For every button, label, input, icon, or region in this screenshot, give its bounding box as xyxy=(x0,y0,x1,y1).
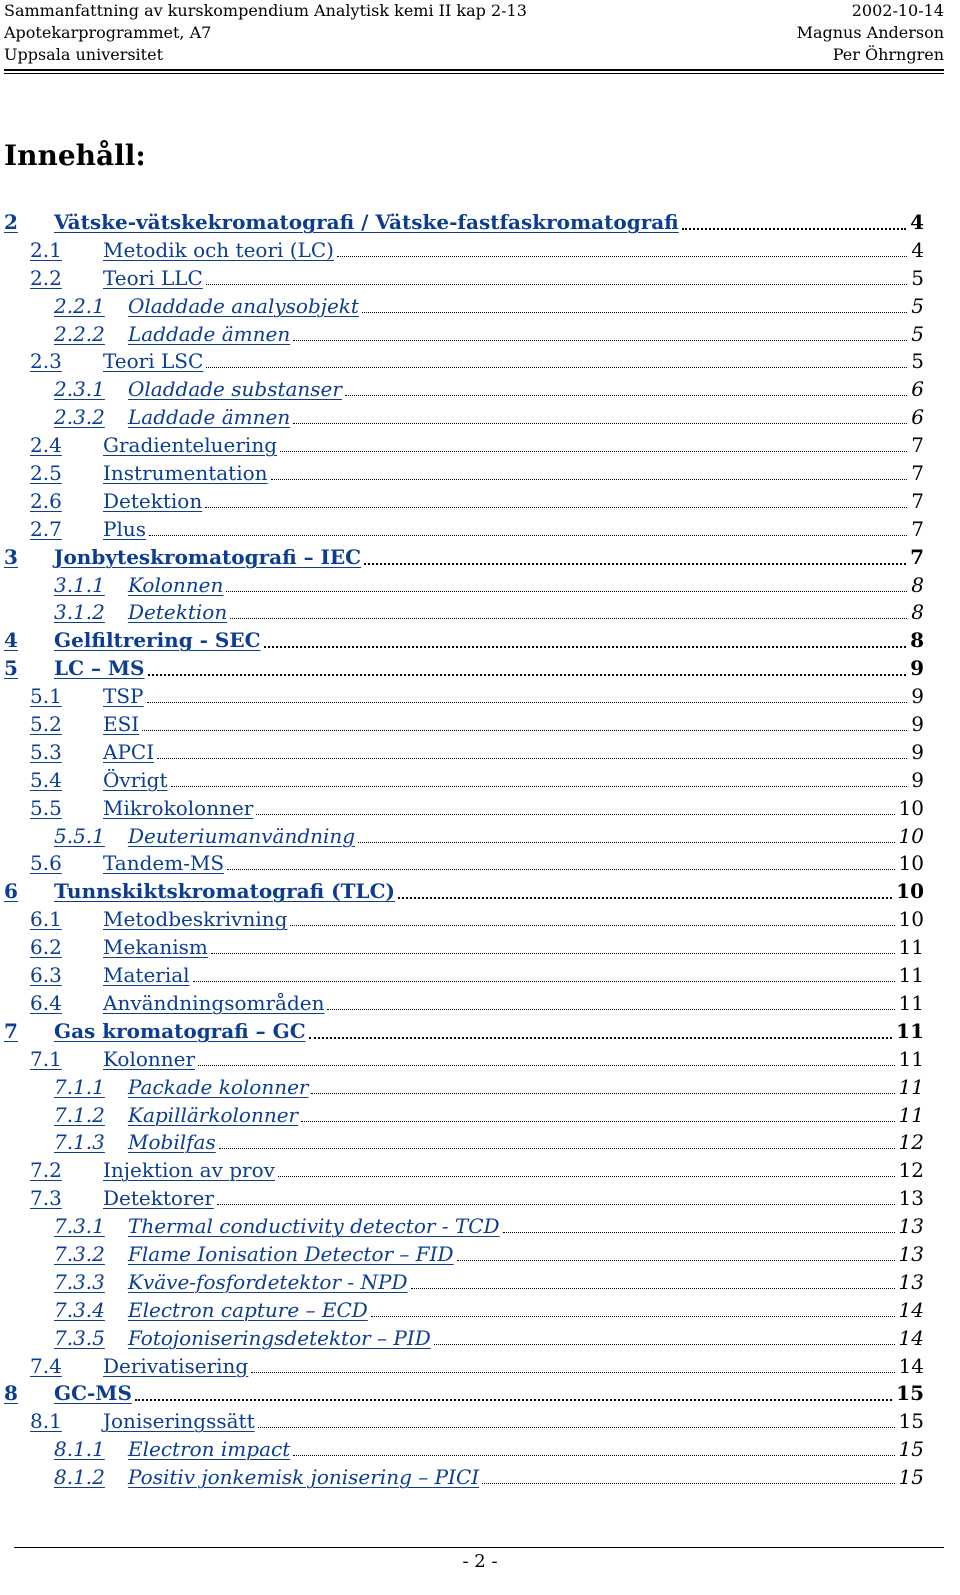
toc-entry-label[interactable]: Kolonner xyxy=(103,1046,196,1071)
toc-entry-label[interactable]: Kolonnen xyxy=(128,572,224,597)
toc-dot-leader xyxy=(482,1483,895,1484)
toc-entry[interactable] xyxy=(0,460,960,488)
toc-dot-leader xyxy=(148,674,906,676)
toc-entry-number[interactable]: 2.2.1 xyxy=(54,293,105,318)
toc-entry[interactable] xyxy=(0,544,960,572)
toc-dot-leader xyxy=(264,646,906,648)
toc-entry-page[interactable]: 11 xyxy=(897,1102,924,1130)
toc-entry-number[interactable]: 6.3 xyxy=(30,963,62,988)
toc-entry-number[interactable]: 2.6 xyxy=(30,488,62,513)
header-course-title: Sammanfattning av kurskompendium Analytisk kemi II kap 2-13 xyxy=(4,1,527,20)
toc-entry-number[interactable]: 2.4 xyxy=(30,433,62,458)
toc-entry-page[interactable]: 13 xyxy=(897,1185,924,1213)
toc-entry-page[interactable]: 8 xyxy=(909,599,924,627)
toc-entry-label[interactable]: Övrigt xyxy=(103,767,168,792)
toc-entry-label[interactable]: Kapillärkolonner xyxy=(128,1102,299,1127)
toc-entry-number[interactable]: 5.1 xyxy=(30,684,62,709)
toc-entry-page[interactable]: 10 xyxy=(897,906,924,934)
toc-entry-number[interactable]: 7.3.1 xyxy=(54,1214,105,1239)
toc-entry-number[interactable]: 7.1.1 xyxy=(54,1074,105,1099)
toc-dot-leader xyxy=(293,340,907,341)
toc-entry[interactable] xyxy=(0,321,960,349)
toc-dot-leader xyxy=(301,1121,895,1122)
toc-entry-page[interactable]: 9 xyxy=(909,711,924,739)
toc-entry-page[interactable]: 7 xyxy=(909,460,924,488)
toc-entry-page[interactable]: 10 xyxy=(897,795,924,823)
toc-entry[interactable] xyxy=(0,572,960,600)
toc-dot-leader xyxy=(271,479,907,480)
toc-entry-page[interactable]: 5 xyxy=(909,265,924,293)
toc-entry[interactable] xyxy=(0,655,960,683)
toc-entry[interactable] xyxy=(0,432,960,460)
toc-entry[interactable] xyxy=(0,516,960,544)
toc-entry-label[interactable]: Injektion av prov xyxy=(103,1158,275,1183)
header-line-3 xyxy=(4,44,944,66)
toc-entry-number[interactable]: 2.2 xyxy=(30,265,62,290)
toc-dot-leader xyxy=(345,395,907,396)
toc-dot-leader xyxy=(293,423,907,424)
toc-entry[interactable] xyxy=(0,1353,960,1381)
toc-entry[interactable] xyxy=(0,1185,960,1213)
toc-entry-page[interactable]: 11 xyxy=(897,934,924,962)
toc-dot-leader xyxy=(171,786,907,787)
toc-dot-leader xyxy=(358,842,895,843)
toc-entry-number[interactable]: 8 xyxy=(4,1381,18,1406)
toc-entry-page[interactable]: 9 xyxy=(909,767,924,795)
toc-dot-leader xyxy=(149,535,907,536)
toc-dot-leader xyxy=(227,869,895,870)
toc-entry-page[interactable]: 12 xyxy=(897,1157,924,1185)
toc-entry-number[interactable]: 2.3 xyxy=(30,349,62,374)
toc-entry[interactable] xyxy=(0,711,960,739)
toc-entry-number[interactable]: 5.4 xyxy=(30,767,62,792)
toc-dot-leader xyxy=(327,1009,895,1010)
toc-entry-label[interactable]: Mekanism xyxy=(103,935,208,960)
toc-dot-leader xyxy=(411,1288,895,1289)
toc-entry-label[interactable]: ESI xyxy=(103,712,140,737)
toc-entry-number[interactable]: 6 xyxy=(4,879,18,904)
toc-entry-number[interactable]: 5.2 xyxy=(30,712,62,737)
toc-entry-page[interactable]: 12 xyxy=(897,1129,924,1157)
toc-entry-page[interactable]: 8 xyxy=(909,572,924,600)
toc-entry[interactable] xyxy=(0,599,960,627)
toc-entry-page[interactable]: 7 xyxy=(909,488,924,516)
toc-entry-label[interactable]: GC-MS xyxy=(54,1381,132,1406)
toc-entry-page[interactable]: 14 xyxy=(897,1353,924,1381)
table-of-contents xyxy=(0,209,960,1492)
toc-dot-leader xyxy=(682,228,906,230)
toc-entry-label[interactable]: Teori LLC xyxy=(103,265,203,290)
toc-entry[interactable] xyxy=(0,1408,960,1436)
toc-entry-number[interactable]: 6.4 xyxy=(30,990,62,1015)
toc-dot-leader xyxy=(193,981,895,982)
toc-dot-leader xyxy=(434,1344,895,1345)
toc-entry-page[interactable]: 7 xyxy=(908,544,924,572)
toc-entry-label[interactable]: Instrumentation xyxy=(103,461,268,486)
toc-entry[interactable] xyxy=(0,237,960,265)
toc-entry-label[interactable]: Tunnskiktskromatografi (TLC) xyxy=(54,879,395,904)
toc-entry-label[interactable]: Vätske-vätskekromatografi / Vätske-fastfaskromatografi xyxy=(54,210,679,234)
toc-entry[interactable] xyxy=(0,404,960,432)
toc-entry-page[interactable]: 9 xyxy=(908,655,924,683)
toc-title: Innehåll: xyxy=(4,139,146,172)
toc-dot-leader xyxy=(205,507,907,508)
toc-entry-number[interactable]: 2.3.2 xyxy=(54,405,105,430)
toc-entry-label[interactable]: Detektion xyxy=(103,488,203,513)
toc-entry[interactable] xyxy=(0,1380,960,1408)
toc-entry-label[interactable]: Detektion xyxy=(128,600,228,625)
toc-entry-number[interactable]: 7.3.4 xyxy=(54,1297,105,1322)
toc-dot-leader xyxy=(258,1427,895,1428)
toc-dot-leader xyxy=(371,1316,895,1317)
toc-entry-number[interactable]: 6.1 xyxy=(30,907,62,932)
toc-entry[interactable] xyxy=(0,1046,960,1074)
toc-entry[interactable] xyxy=(0,962,960,990)
toc-entry-page[interactable]: 14 xyxy=(897,1325,924,1353)
toc-dot-leader xyxy=(226,591,907,592)
toc-entry[interactable] xyxy=(0,1464,960,1492)
toc-entry-page[interactable]: 5 xyxy=(909,321,924,349)
toc-entry-label[interactable]: Metodik och teori (LC) xyxy=(103,237,334,262)
toc-entry-page[interactable]: 10 xyxy=(894,878,924,906)
toc-entry-page[interactable]: 9 xyxy=(909,739,924,767)
toc-entry[interactable] xyxy=(0,1102,960,1130)
toc-entry-number[interactable]: 7.4 xyxy=(30,1353,62,1378)
toc-entry[interactable] xyxy=(0,739,960,767)
toc-entry[interactable] xyxy=(0,1241,960,1269)
toc-dot-leader xyxy=(251,1372,895,1373)
toc-entry[interactable] xyxy=(0,488,960,516)
toc-entry-label[interactable]: Joniseringssätt xyxy=(103,1409,255,1434)
toc-entry[interactable] xyxy=(0,823,960,851)
toc-entry[interactable] xyxy=(0,1074,960,1102)
toc-entry[interactable] xyxy=(0,850,960,878)
toc-dot-leader xyxy=(142,730,907,731)
toc-dot-leader xyxy=(290,925,895,926)
toc-entry[interactable] xyxy=(0,1436,960,1464)
toc-dot-leader xyxy=(309,1037,892,1039)
toc-dot-leader xyxy=(503,1232,895,1233)
toc-entry-label[interactable]: Oladdade substanser xyxy=(128,377,342,402)
toc-entry-page[interactable]: 11 xyxy=(897,990,924,1018)
toc-dot-leader xyxy=(206,284,907,285)
toc-dot-leader xyxy=(206,367,907,368)
toc-entry-number[interactable]: 2 xyxy=(4,210,18,234)
toc-dot-leader xyxy=(311,1093,895,1094)
toc-entry-label[interactable]: Derivatisering xyxy=(103,1353,249,1378)
toc-entry-page[interactable]: 11 xyxy=(897,962,924,990)
header-program: Apotekarprogrammet, A7 xyxy=(4,23,212,42)
toc-entry-number[interactable]: 2.1 xyxy=(30,237,62,262)
toc-entry-number[interactable]: 5.6 xyxy=(30,851,62,876)
toc-entry[interactable] xyxy=(0,683,960,711)
toc-entry-page[interactable]: 10 xyxy=(897,850,924,878)
toc-entry-page[interactable]: 13 xyxy=(897,1269,924,1297)
toc-entry-number[interactable]: 3.1.1 xyxy=(54,572,105,597)
toc-entry-number[interactable]: 5.3 xyxy=(30,739,62,764)
toc-entry-number[interactable]: 2.5 xyxy=(30,461,62,486)
toc-entry-number[interactable]: 7 xyxy=(4,1018,18,1043)
toc-entry-label[interactable]: Thermal conductivity detector - TCD xyxy=(128,1214,500,1239)
toc-dot-leader xyxy=(157,758,907,759)
toc-entry-number[interactable]: 7.1 xyxy=(30,1046,62,1071)
toc-entry-number[interactable]: 8.1.2 xyxy=(54,1465,105,1490)
toc-entry-number[interactable]: 7.3.5 xyxy=(54,1325,105,1350)
toc-entry[interactable] xyxy=(0,376,960,404)
toc-entry[interactable] xyxy=(0,906,960,934)
toc-entry-page[interactable]: 15 xyxy=(894,1380,924,1408)
toc-entry-page[interactable]: 5 xyxy=(909,348,924,376)
toc-entry-page[interactable]: 11 xyxy=(897,1046,924,1074)
toc-entry-number[interactable]: 6.2 xyxy=(30,935,62,960)
toc-entry[interactable] xyxy=(0,209,960,237)
toc-entry-label[interactable]: Electron impact xyxy=(128,1437,291,1462)
toc-entry-number[interactable]: 8.1.1 xyxy=(54,1437,105,1462)
toc-entry[interactable] xyxy=(0,934,960,962)
toc-entry[interactable] xyxy=(0,293,960,321)
toc-entry-number[interactable]: 2.2.2 xyxy=(54,321,105,346)
toc-entry[interactable] xyxy=(0,878,960,906)
toc-entry-page[interactable]: 6 xyxy=(909,404,924,432)
toc-entry[interactable] xyxy=(0,1297,960,1325)
toc-entry-label[interactable]: Jonbyteskromatografi – IEC xyxy=(54,544,362,569)
toc-entry-page[interactable]: 7 xyxy=(909,516,924,544)
header-author-2: Per Öhrngren xyxy=(832,45,944,64)
toc-entry[interactable] xyxy=(0,795,960,823)
toc-entry-label[interactable]: Metodbeskrivning xyxy=(103,907,288,932)
toc-entry-number[interactable]: 7.1.3 xyxy=(54,1130,105,1155)
toc-dot-leader xyxy=(198,1065,895,1066)
toc-dot-leader xyxy=(135,1399,892,1401)
toc-entry-page[interactable]: 13 xyxy=(897,1241,924,1269)
toc-entry-label[interactable]: Flame Ionisation Detector – FID xyxy=(128,1241,454,1266)
toc-dot-leader xyxy=(256,814,895,815)
toc-entry-page[interactable]: 8 xyxy=(908,627,924,655)
toc-dot-leader xyxy=(362,312,907,313)
toc-entry-label[interactable]: Positiv jonkemisk jonisering – PICI xyxy=(128,1465,480,1490)
toc-entry-number[interactable]: 7.2 xyxy=(30,1158,62,1183)
toc-entry-number[interactable]: 7.3.2 xyxy=(54,1241,105,1266)
toc-entry-label[interactable]: APCI xyxy=(103,739,155,764)
toc-entry-page[interactable]: 13 xyxy=(897,1213,924,1241)
toc-entry-page[interactable]: 5 xyxy=(909,293,924,321)
toc-entry-label[interactable]: Plus xyxy=(103,516,146,541)
toc-entry[interactable] xyxy=(0,1129,960,1157)
toc-entry-page[interactable]: 11 xyxy=(897,1074,924,1102)
toc-entry-page[interactable]: 15 xyxy=(897,1436,924,1464)
toc-entry-label[interactable]: Detektorer xyxy=(103,1186,214,1211)
toc-entry[interactable] xyxy=(0,1269,960,1297)
toc-entry[interactable] xyxy=(0,1213,960,1241)
toc-entry-label[interactable]: Mikrokolonner xyxy=(103,795,254,820)
toc-entry-page[interactable]: 6 xyxy=(909,376,924,404)
toc-entry-number[interactable]: 2.7 xyxy=(30,516,62,541)
toc-entry[interactable] xyxy=(0,348,960,376)
toc-dot-leader xyxy=(147,702,907,703)
toc-entry-number[interactable]: 8.1 xyxy=(30,1409,62,1434)
header-line-2 xyxy=(4,22,944,44)
toc-entry-page[interactable]: 15 xyxy=(897,1464,924,1492)
toc-entry-number[interactable]: 4 xyxy=(4,628,18,653)
toc-dot-leader xyxy=(337,256,907,257)
toc-entry-label[interactable]: Teori LSC xyxy=(103,349,204,374)
header-rule-thick xyxy=(4,69,944,71)
toc-entry-page[interactable]: 4 xyxy=(909,237,924,265)
toc-entry-page[interactable]: 14 xyxy=(897,1297,924,1325)
toc-entry-page[interactable]: 15 xyxy=(897,1408,924,1436)
toc-entry-page[interactable]: 11 xyxy=(894,1018,924,1046)
toc-entry-label[interactable]: LC – MS xyxy=(54,656,145,681)
toc-entry-label[interactable]: Electron capture – ECD xyxy=(128,1297,368,1322)
toc-entry-number[interactable]: 5.5.1 xyxy=(54,823,105,848)
toc-entry-label[interactable]: Laddade ämnen xyxy=(128,405,291,430)
toc-entry-label[interactable]: Tandem-MS xyxy=(103,851,225,876)
toc-entry-number[interactable]: 3.1.2 xyxy=(54,600,105,625)
toc-entry-number[interactable]: 2.3.1 xyxy=(54,377,105,402)
toc-dot-leader xyxy=(457,1260,895,1261)
toc-dot-leader xyxy=(398,897,892,899)
toc-dot-leader xyxy=(211,953,895,954)
toc-entry-page[interactable]: 4 xyxy=(908,209,924,237)
toc-entry-number[interactable]: 5 xyxy=(4,656,18,681)
header-author-1: Magnus Anderson xyxy=(796,23,944,42)
toc-entry-number[interactable]: 7.3.3 xyxy=(54,1269,105,1294)
toc-entry-label[interactable]: Fotojoniseringsdetektor – PID xyxy=(128,1325,431,1350)
toc-entry[interactable] xyxy=(0,627,960,655)
toc-entry-label[interactable]: Deuteriumanvändning xyxy=(128,823,356,848)
toc-entry-page[interactable]: 9 xyxy=(909,683,924,711)
toc-entry-number[interactable]: 3 xyxy=(4,544,18,569)
toc-dot-leader xyxy=(364,563,906,565)
toc-dot-leader xyxy=(219,1148,895,1149)
toc-entry-label[interactable]: TSP xyxy=(103,684,144,709)
toc-dot-leader xyxy=(230,618,907,619)
header-date: 2002-10-14 xyxy=(851,1,944,20)
header-rule-thin xyxy=(4,73,944,74)
toc-entry-label[interactable]: Gradienteluering xyxy=(103,433,278,458)
toc-dot-leader xyxy=(280,451,907,452)
toc-entry-label[interactable]: Oladdade analysobjekt xyxy=(128,293,359,318)
toc-entry-label[interactable]: Gas kromatografi – GC xyxy=(54,1018,306,1043)
toc-dot-leader xyxy=(293,1455,895,1456)
toc-entry-number[interactable]: 7.1.2 xyxy=(54,1102,105,1127)
toc-entry-page[interactable]: 7 xyxy=(909,432,924,460)
toc-entry-label[interactable]: Mobilfas xyxy=(128,1130,216,1155)
toc-entry-number[interactable]: 7.3 xyxy=(30,1186,62,1211)
toc-entry-label[interactable]: Packade kolonner xyxy=(128,1074,309,1099)
toc-entry-label[interactable]: Användningsområden xyxy=(103,990,325,1015)
toc-entry-number[interactable]: 5.5 xyxy=(30,795,62,820)
toc-entry[interactable] xyxy=(0,265,960,293)
toc-dot-leader xyxy=(278,1176,895,1177)
toc-entry[interactable] xyxy=(0,1157,960,1185)
toc-entry-label[interactable]: Material xyxy=(103,963,190,988)
toc-entry[interactable] xyxy=(0,1018,960,1046)
toc-entry[interactable] xyxy=(0,767,960,795)
toc-entry[interactable] xyxy=(0,990,960,1018)
toc-entry-label[interactable]: Laddade ämnen xyxy=(128,321,291,346)
footer-rule xyxy=(14,1547,944,1548)
header-university: Uppsala universitet xyxy=(4,45,163,64)
header-line-1 xyxy=(4,0,944,22)
toc-entry[interactable] xyxy=(0,1325,960,1353)
toc-dot-leader xyxy=(217,1204,895,1205)
toc-entry-label[interactable]: Gelfiltrering - SEC xyxy=(54,628,261,653)
toc-entry-page[interactable]: 10 xyxy=(897,823,924,851)
toc-entry-label[interactable]: Kväve-fosfordetektor - NPD xyxy=(128,1269,408,1294)
page-number: - 2 - xyxy=(462,1551,498,1572)
